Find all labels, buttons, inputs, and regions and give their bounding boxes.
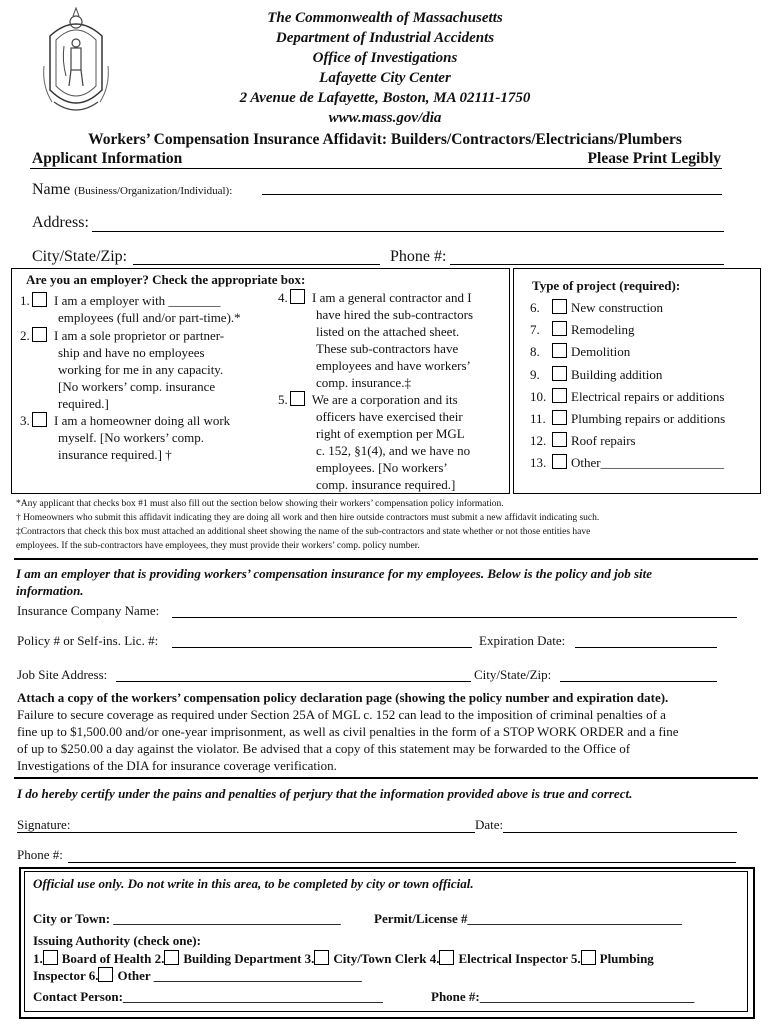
employer-option-5: 5. We are a corporation and its officers have exercised their right of exemption per MGL c. 152, §1(4), and we have no employees. [No workers’ comp. insurance required.]: [278, 392, 471, 492]
certification-statement: I do hereby certify under the pains and penalties of perjury that the information provided above is true and correct.: [17, 786, 633, 801]
official-permit-field[interactable]: Permit/License #_________________________________: [374, 911, 682, 926]
project-item-10: 10. Electrical repairs or additions: [530, 389, 725, 404]
issuing-authority-label: Issuing Authority (check one):: [33, 933, 201, 948]
signature-input[interactable]: [17, 831, 737, 833]
checkbox-4[interactable]: [290, 289, 305, 304]
project-item-13: 13. Other___________________: [530, 455, 725, 470]
project-item-7: 7. Remodeling: [530, 322, 635, 337]
authority-checkbox-2[interactable]: [164, 950, 179, 965]
header-line-4: Lafayette City Center: [319, 70, 451, 86]
checkbox-11[interactable]: [552, 410, 567, 425]
form-title: Workers’ Compensation Insurance Affidavit: Builders/Contractors/Electricians/Plumbers: [88, 131, 682, 148]
project-item-12: 12. Roof repairs: [530, 433, 636, 448]
checkbox-1[interactable]: [32, 292, 47, 307]
job-site-address-input[interactable]: [116, 680, 471, 682]
project-item-8: 8. Demolition: [530, 344, 631, 359]
header-line-1: The Commonwealth of Massachusetts: [267, 10, 503, 26]
phone-input[interactable]: [450, 263, 724, 265]
job-site-city-label: City/State/Zip:: [474, 667, 552, 682]
print-legibly-note: Please Print Legibly: [587, 150, 721, 167]
issuing-authority-options-2: Inspector 6. Other ________________________________: [33, 968, 362, 983]
checkbox-5[interactable]: [290, 391, 305, 406]
certify-phone-input[interactable]: [68, 861, 736, 863]
city-state-zip-input[interactable]: [133, 263, 380, 265]
project-type-heading: Type of project (required):: [532, 278, 681, 293]
header-line-6: www.mass.gov/dia: [328, 110, 442, 126]
employer-option-2: 2. I am a sole proprietor or partner- ship and have no employees working for me in any capacity. [No workers’ comp. insurance required.]: [20, 328, 225, 411]
address-input[interactable]: [92, 230, 724, 232]
name-input[interactable]: [262, 193, 722, 195]
project-item-11: 11. Plumbing repairs or additions: [530, 411, 726, 426]
authority-checkbox-6[interactable]: [98, 967, 113, 982]
footnote-2: † Homeowners who submit this affidavit indicating they are doing all work and then hire outside contractors must submit a new affidavit indicating such.: [16, 513, 600, 523]
checkbox-6[interactable]: [552, 299, 567, 314]
checkbox-10[interactable]: [552, 388, 567, 403]
expiration-date-input[interactable]: [575, 646, 717, 648]
checkbox-2[interactable]: [32, 327, 47, 342]
checkbox-13[interactable]: [552, 454, 567, 469]
employer-option-1: 1. I am a employer with ________ employees (full and/or part-time).*: [20, 293, 241, 325]
attach-policy-notice: Attach a copy of the workers’ compensation policy declaration page (showing the policy number and expiration date). Failure to secure coverage as required under Section 25A of MGL c. 152 can lead to the imposition of criminal penalties of a fine up to $1,500.00 and/or one-year imprisonment, as well as civil penalties in the form of a STOP WORK ORDER and a fine of up to $250.00 a day against the violator. Be advised that a copy of this statement may be forwarded to the Office of Investigations of the DIA for insurance coverage verification.: [17, 690, 679, 773]
name-label: Name (Business/Organization/Individual):: [32, 181, 233, 198]
city-state-zip-label: City/State/Zip:: [32, 248, 128, 265]
applicant-info-heading: Applicant Information: [32, 150, 183, 167]
insurance-company-label: Insurance Company Name:: [17, 603, 160, 618]
date-label: Date:: [475, 817, 504, 832]
address-label: Address:: [32, 214, 89, 231]
project-item-9: 9. Building addition: [530, 367, 663, 382]
header-line-5: 2 Avenue de Lafayette, Boston, MA 02111-1750: [239, 90, 531, 106]
authority-checkbox-1[interactable]: [43, 950, 58, 965]
employer-option-3: 3. I am a homeowner doing all work myself. [No workers’ comp. insurance required.] †: [20, 413, 231, 462]
checkbox-12[interactable]: [552, 432, 567, 447]
agency-header: [0, 8, 770, 128]
insurance-company-input[interactable]: [172, 616, 737, 618]
contact-person-field[interactable]: Contact Person:________________________________________: [33, 989, 383, 1004]
official-use-heading: Official use only. Do not write in this area, to be completed by city or town official.: [33, 876, 474, 891]
signature-label: Signature:: [17, 817, 71, 832]
header-line-3: Office of Investigations: [312, 50, 458, 66]
footnote-3: ‡Contractors that check this box must attached an additional sheet showing the name of the sub-contractors and state whether or not those entities have: [16, 527, 591, 537]
employer-policy-intro: I am an employer that is providing workers’ compensation insurance for my employees. Below is the policy and job site information.: [16, 566, 653, 598]
checkbox-8[interactable]: [552, 343, 567, 358]
official-phone-field[interactable]: Phone #:_________________________________: [431, 989, 695, 1004]
authority-checkbox-4[interactable]: [439, 950, 454, 965]
employer-option-4: 4. I am a general contractor and I have hired the sub-contractors listed on the attached sheet. These sub-contractors have employees and have workers’ comp. insurance.‡: [278, 290, 474, 390]
header-line-2: Department of Industrial Accidents: [275, 30, 495, 46]
authority-checkbox-5[interactable]: [581, 950, 596, 965]
checkbox-3[interactable]: [32, 412, 47, 427]
policy-number-label: Policy # or Self-ins. Lic. #:: [17, 633, 159, 648]
policy-number-input[interactable]: [172, 646, 472, 648]
phone-label: Phone #:: [390, 248, 447, 265]
job-site-address-label: Job Site Address:: [17, 667, 108, 682]
expiration-date-label: Expiration Date:: [479, 633, 566, 648]
authority-checkbox-3[interactable]: [314, 950, 329, 965]
job-site-city-input[interactable]: [560, 680, 717, 682]
footnote-1: *Any applicant that checks box #1 must also fill out the section below showing their workers’ compensation policy information.: [16, 499, 504, 509]
project-item-6: 6. New construction: [530, 300, 664, 315]
checkbox-9[interactable]: [552, 366, 567, 381]
employer-question: Are you an employer? Check the appropriate box:: [26, 272, 306, 287]
checkbox-7[interactable]: [552, 321, 567, 336]
certify-phone-label: Phone #:: [17, 847, 63, 862]
footnote-4: employees. If the sub-contractors have employees, they must provide their workers’ comp. policy number.: [16, 541, 420, 551]
issuing-authority-options: 1. Board of Health 2. Building Department 3. City/Town Clerk 4. Electrical Inspector 5. Plumbing: [33, 951, 654, 966]
official-city-field[interactable]: City or Town: ___________________________________: [33, 911, 341, 926]
